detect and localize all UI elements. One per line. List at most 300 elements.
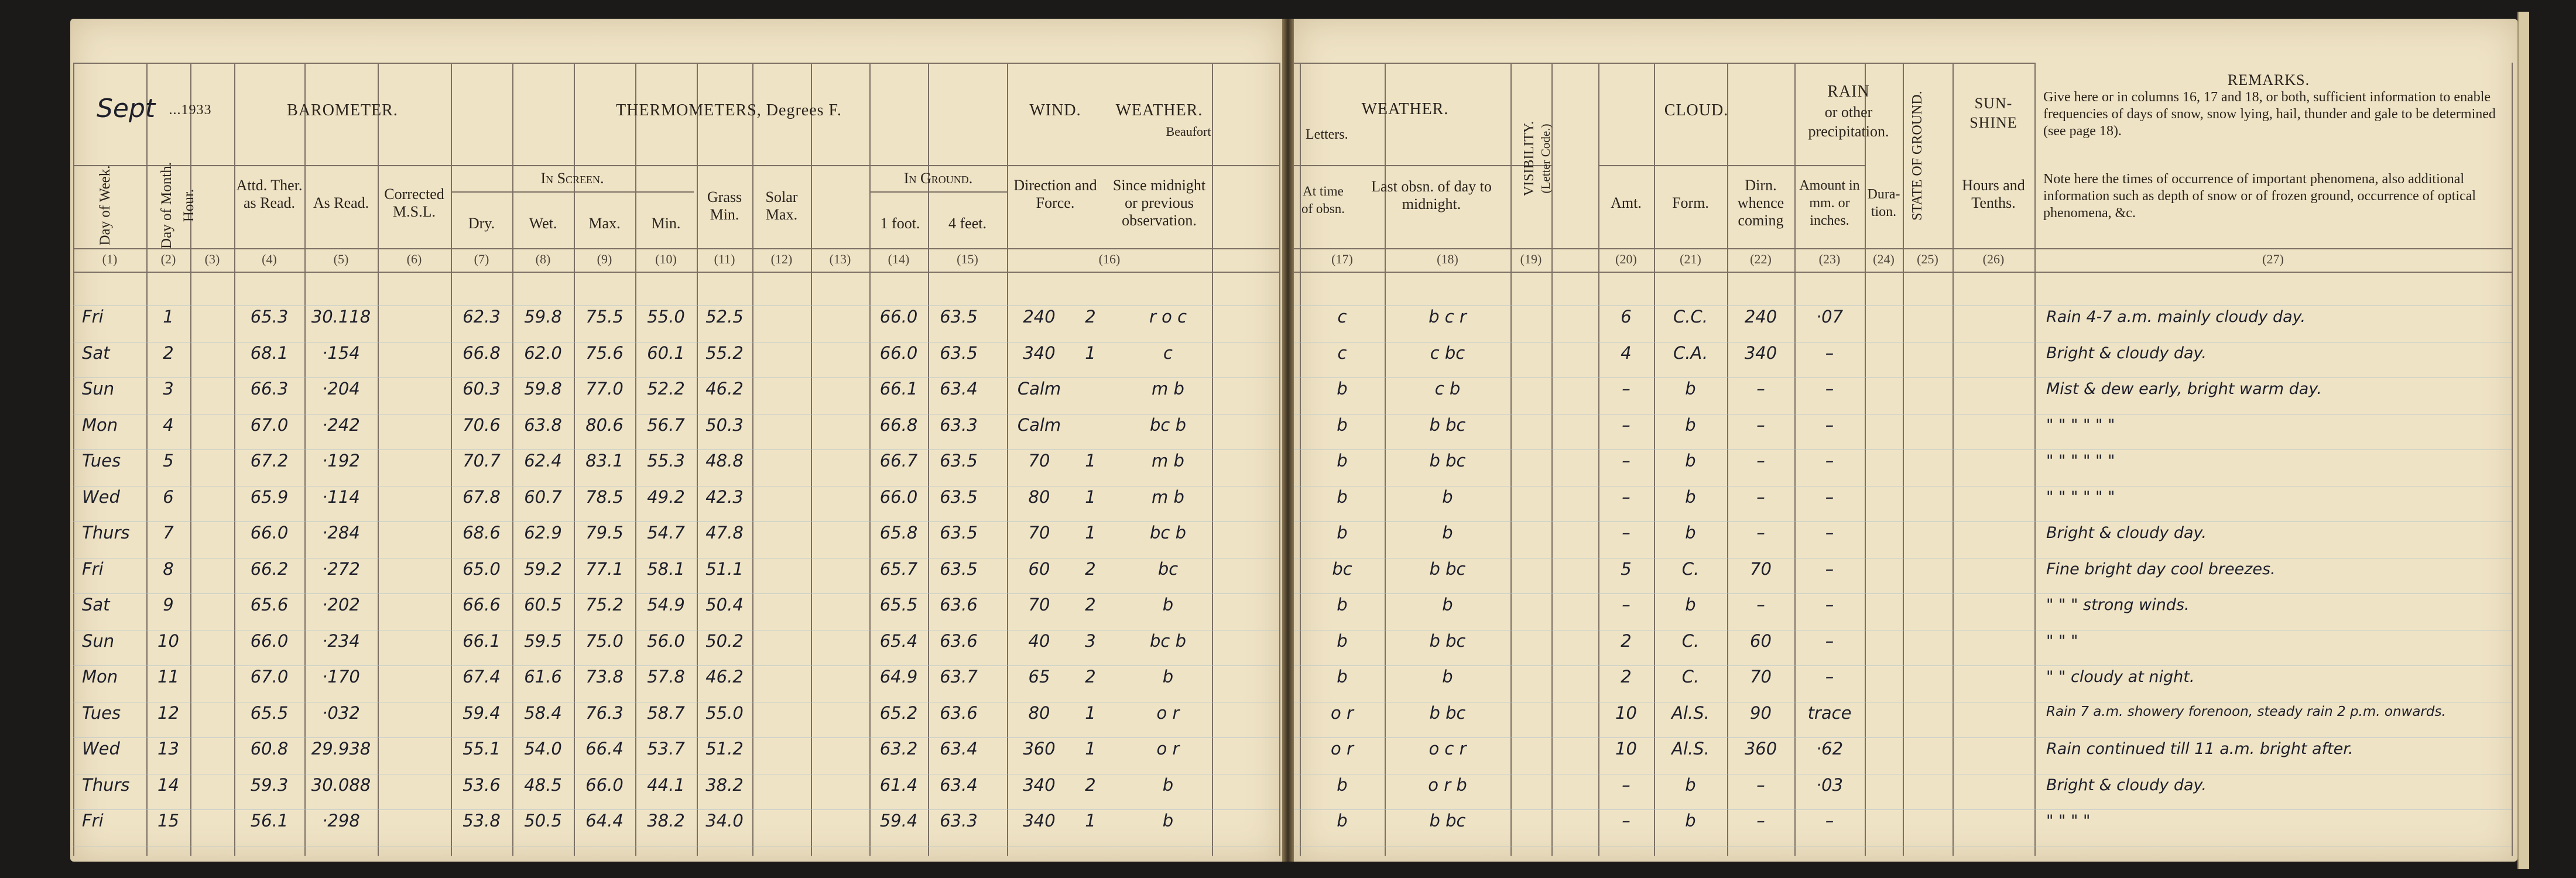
row-cloud-form: b [1685, 486, 1696, 507]
row-dry-bulb: 70.7 [463, 451, 501, 471]
row-cloud-amount: 4 [1621, 342, 1632, 363]
row-max-temp: 75.6 [585, 342, 624, 363]
column-number: (8) [535, 252, 551, 266]
row-max-temp: 75.2 [585, 595, 624, 615]
row-dry-bulb: 55.1 [463, 739, 501, 759]
row-grass-min: 50.4 [705, 595, 744, 615]
row-day-of-week: Wed [82, 486, 120, 507]
row-rain-amount: – [1825, 667, 1834, 687]
header-bottom-rule [1294, 248, 2512, 249]
row-max-temp: 75.5 [585, 307, 624, 327]
row-attd-ther: 66.3 [250, 379, 289, 399]
row-max-temp: 77.0 [585, 379, 624, 399]
row-day-of-week: Fri [82, 558, 104, 579]
row-wind-direction: 70 [1028, 523, 1050, 543]
grass-min-header: Grass Min. [707, 188, 742, 223]
row-weather-at-time: b [1337, 811, 1348, 831]
row-pressure-as-read: ·284 [322, 523, 360, 543]
row-wind-force: 2 [1085, 667, 1096, 687]
remarks-note-1: Give here or in columns 16, 17 and 18, or both, sufficient information to enable frequencies of days of snow, snow lying, hail, thunder and gale to be determined (see page 18). [2043, 90, 2496, 139]
cloud-header: CLOUD. [1664, 101, 1729, 119]
row-rain-amount: – [1825, 414, 1834, 435]
row-attd-ther: 66.0 [250, 523, 289, 543]
row-grass-min: 50.3 [705, 414, 744, 435]
row-day-of-month: 10 [157, 630, 179, 651]
row-day-of-week: Mon [82, 414, 118, 435]
row-ground-4ft: 63.4 [940, 379, 978, 399]
row-attd-ther: 66.0 [250, 630, 289, 651]
row-grass-min: 47.8 [705, 523, 744, 543]
column-number: (14) [888, 252, 910, 266]
row-wet-bulb: 63.8 [524, 414, 562, 435]
row-wet-bulb: 60.7 [524, 486, 562, 507]
row-max-temp: 77.1 [585, 558, 624, 579]
rain-header: RAIN [1827, 83, 1870, 101]
column-number: (2) [160, 252, 176, 266]
one-foot-header: 1 foot. [880, 215, 920, 232]
row-rain-amount: ·62 [1815, 739, 1844, 759]
header-top-rule [73, 63, 1279, 64]
row-dry-bulb: 59.4 [463, 702, 501, 723]
row-ground-1ft: 65.4 [879, 630, 918, 651]
row-wind-direction: 340 [1023, 774, 1056, 795]
row-ground-1ft: 66.0 [879, 307, 918, 327]
row-wind-force: 1 [1085, 739, 1096, 759]
row-day-of-month: 13 [157, 739, 179, 759]
column-divider [1510, 63, 1512, 856]
row-max-temp: 80.6 [585, 414, 624, 435]
row-wet-bulb: 59.2 [524, 558, 562, 579]
row-wet-bulb: 60.5 [524, 595, 562, 615]
row-day-of-week: Sat [82, 595, 110, 615]
row-wet-bulb: 54.0 [524, 739, 562, 759]
column-divider [2512, 63, 2513, 856]
row-wind-force: 2 [1085, 307, 1096, 327]
row-day-of-month: 12 [157, 702, 179, 723]
row-cloud-direction: – [1756, 414, 1765, 435]
row-rain-amount: – [1825, 379, 1834, 399]
row-ground-1ft: 66.7 [879, 451, 918, 471]
row-attd-ther: 66.2 [250, 558, 289, 579]
row-day-of-month: 6 [163, 486, 174, 507]
row-ground-1ft: 59.4 [879, 811, 918, 831]
row-wind-direction: 65 [1028, 667, 1050, 687]
column-number: (13) [829, 252, 851, 266]
row-cloud-direction: 360 [1744, 739, 1777, 759]
column-divider [73, 63, 74, 856]
row-weather-last-obsn: b [1442, 486, 1453, 507]
row-grass-min: 42.3 [705, 486, 744, 507]
rain-duration-header: Dura-tion. [1867, 187, 1900, 220]
row-cloud-form: b [1685, 811, 1696, 831]
column-number: (4) [262, 252, 277, 266]
row-cloud-direction: – [1756, 486, 1765, 507]
row-pressure-as-read: ·170 [322, 667, 360, 687]
row-cloud-amount: 10 [1615, 702, 1637, 723]
row-cloud-form: C. [1681, 558, 1700, 579]
row-day-of-week: Thurs [82, 523, 130, 543]
row-cloud-form: Al.S. [1671, 702, 1710, 723]
row-weather-since-midnight: b [1162, 595, 1174, 615]
row-weather-since-midnight: m b [1152, 486, 1184, 507]
row-wind-force: 2 [1085, 595, 1096, 615]
row-ground-4ft: 63.6 [940, 630, 978, 651]
row-remark: " " " " " " [2046, 488, 2115, 506]
row-ground-1ft: 65.5 [879, 595, 918, 615]
row-weather-at-time: b [1337, 595, 1348, 615]
row-weather-last-obsn: b bc [1429, 702, 1466, 723]
row-max-temp: 73.8 [585, 667, 624, 687]
row-wind-direction: 340 [1023, 811, 1056, 831]
column-number-rule [1294, 272, 2512, 273]
row-grass-min: 51.1 [705, 558, 744, 579]
row-ground-1ft: 66.8 [879, 414, 918, 435]
row-min-temp: 57.8 [647, 667, 685, 687]
solar-max-header: Solar Max. [765, 188, 798, 223]
column-divider [811, 63, 812, 856]
row-ground-4ft: 63.5 [940, 486, 978, 507]
row-day-of-week: Fri [82, 307, 104, 327]
row-ground-1ft: 63.2 [879, 739, 918, 759]
subheader-rule [73, 165, 1279, 166]
row-weather-last-obsn: b bc [1429, 630, 1466, 651]
row-weather-at-time: b [1337, 523, 1348, 543]
row-cloud-amount: – [1622, 523, 1630, 543]
row-cloud-amount: – [1622, 486, 1630, 507]
row-min-temp: 38.2 [647, 811, 685, 831]
column-divider [1279, 63, 1280, 856]
row-weather-last-obsn: b bc [1429, 414, 1466, 435]
row-cloud-form: b [1685, 595, 1696, 615]
row-rain-amount: – [1825, 342, 1834, 363]
column-number: (18) [1437, 252, 1458, 266]
row-wind-force: 1 [1085, 451, 1096, 471]
row-cloud-direction: – [1756, 774, 1765, 795]
max-header: Max. [588, 215, 621, 232]
row-pressure-as-read: ·234 [322, 630, 360, 651]
row-pressure-as-read: ·298 [322, 811, 360, 831]
header-top-rule [1294, 63, 2034, 64]
row-wet-bulb: 48.5 [524, 774, 562, 795]
column-number: (5) [333, 252, 349, 266]
row-wet-bulb: 61.6 [524, 667, 562, 687]
column-number: (25) [1917, 252, 1938, 266]
four-feet-header: 4 feet. [948, 215, 986, 232]
state-of-ground-header: STATE OF GROUND. [1910, 91, 1925, 221]
row-weather-last-obsn: c bc [1430, 342, 1465, 363]
row-wind-force: 2 [1085, 558, 1096, 579]
row-weather-since-midnight: b [1162, 667, 1174, 687]
left-page [70, 19, 1282, 862]
row-weather-last-obsn: o c r [1429, 739, 1467, 759]
row-cloud-direction: – [1756, 595, 1765, 615]
sunshine-hours-header: Hours and Tenths. [1962, 177, 2025, 211]
row-weather-at-time: b [1337, 667, 1348, 687]
row-wet-bulb: 59.5 [524, 630, 562, 651]
row-ground-1ft: 65.8 [879, 523, 918, 543]
row-wind-direction: 70 [1028, 595, 1050, 615]
month-written: Sept [97, 94, 156, 124]
row-cloud-amount: 2 [1621, 667, 1632, 687]
visibility-sub-header: (Letter Code.) [1539, 124, 1553, 194]
row-cloud-form: C.A. [1673, 342, 1708, 363]
row-day-of-week: Wed [82, 739, 120, 759]
row-remark: Rain 7 a.m. showery forenoon, steady rain 2 p.m. onwards. [2046, 704, 2446, 719]
row-min-temp: 60.1 [647, 342, 685, 363]
row-day-of-month: 2 [163, 342, 174, 363]
row-dry-bulb: 67.4 [463, 667, 501, 687]
row-day-of-week: Sun [82, 630, 115, 651]
row-remark: Rain 4-7 a.m. mainly cloudy day. [2046, 308, 2306, 326]
row-min-temp: 55.3 [647, 451, 685, 471]
column-divider [752, 63, 753, 856]
row-wind-direction: 60 [1028, 558, 1050, 579]
row-wind-force: 1 [1085, 486, 1096, 507]
row-grass-min: 46.2 [705, 379, 744, 399]
row-wet-bulb: 59.8 [524, 307, 562, 327]
row-wind-direction: 80 [1028, 702, 1050, 723]
row-cloud-amount: 5 [1621, 558, 1632, 579]
row-pressure-as-read: ·272 [322, 558, 360, 579]
row-weather-at-time: o r [1331, 702, 1354, 723]
year-printed: ...1933 [169, 102, 212, 118]
row-ground-4ft: 63.7 [940, 667, 978, 687]
row-dry-bulb: 70.6 [463, 414, 501, 435]
row-weather-since-midnight: bc b [1150, 523, 1186, 543]
row-attd-ther: 60.8 [250, 739, 289, 759]
row-grass-min: 52.5 [705, 307, 744, 327]
row-cloud-direction: – [1756, 811, 1765, 831]
column-number: (7) [474, 252, 489, 266]
column-number: (21) [1680, 252, 1701, 266]
row-weather-last-obsn: b bc [1429, 811, 1466, 831]
row-day-of-month: 3 [163, 379, 174, 399]
row-cloud-direction: 90 [1750, 702, 1772, 723]
cloud-form-header: Form. [1672, 194, 1709, 211]
row-wet-bulb: 62.4 [524, 451, 562, 471]
row-cloud-direction: – [1756, 379, 1765, 399]
row-day-of-week: Mon [82, 667, 118, 687]
row-pressure-as-read: 30.118 [311, 307, 371, 327]
row-max-temp: 78.5 [585, 486, 624, 507]
row-remark: Bright & cloudy day. [2046, 344, 2207, 362]
row-ground-4ft: 63.6 [940, 702, 978, 723]
row-pressure-as-read: 30.088 [311, 774, 371, 795]
row-rain-amount: – [1825, 558, 1834, 579]
row-dry-bulb: 62.3 [463, 307, 501, 327]
direction-force-header: Direction and Force. [1013, 177, 1097, 211]
sunshine-header: SUN-SHINE [1969, 95, 2017, 131]
column-divider [1212, 63, 1213, 856]
row-cloud-direction: 70 [1750, 667, 1772, 687]
row-ground-1ft: 65.2 [879, 702, 918, 723]
column-divider [1865, 63, 1866, 856]
right-page [1294, 19, 2517, 862]
row-ground-4ft: 63.4 [940, 739, 978, 759]
min-header: Min. [651, 215, 681, 232]
row-min-temp: 58.7 [647, 702, 685, 723]
row-weather-at-time: o r [1331, 739, 1354, 759]
in-ground-rule [869, 191, 1007, 193]
row-max-temp: 64.4 [585, 811, 624, 831]
row-wind-direction: 80 [1028, 486, 1050, 507]
book-spine [1282, 19, 1294, 862]
column-number: (10) [655, 252, 677, 266]
row-pressure-as-read: ·032 [322, 702, 360, 723]
row-day-of-month: 4 [163, 414, 174, 435]
row-wind-direction: 360 [1023, 739, 1056, 759]
row-day-of-month: 8 [163, 558, 174, 579]
row-min-temp: 52.2 [647, 379, 685, 399]
row-day-of-month: 9 [163, 595, 174, 615]
row-min-temp: 54.9 [647, 595, 685, 615]
weather-header-right: WEATHER. [1361, 100, 1449, 118]
row-remark: Bright & cloudy day. [2046, 524, 2207, 542]
column-number-rule [73, 272, 1279, 273]
wet-header: Wet. [529, 215, 557, 232]
row-ground-4ft: 63.6 [940, 595, 978, 615]
row-ground-4ft: 63.5 [940, 307, 978, 327]
row-grass-min: 48.8 [705, 451, 744, 471]
row-cloud-amount: 6 [1621, 307, 1632, 327]
row-pressure-as-read: ·242 [322, 414, 360, 435]
row-weather-since-midnight: r o c [1149, 307, 1187, 327]
rain-amount-header: Amount in mm. or inches. [1799, 178, 1860, 228]
column-number: (3) [204, 252, 220, 266]
row-rain-amount: – [1825, 486, 1834, 507]
row-cloud-direction: 340 [1744, 342, 1777, 363]
row-wind-force: 3 [1085, 630, 1096, 651]
row-grass-min: 55.0 [705, 702, 744, 723]
row-attd-ther: 59.3 [250, 774, 289, 795]
row-cloud-direction: – [1756, 451, 1765, 471]
row-weather-since-midnight: b [1162, 811, 1174, 831]
row-grass-min: 38.2 [705, 774, 744, 795]
in-screen-rule [451, 191, 694, 193]
row-ground-4ft: 63.5 [940, 523, 978, 543]
row-day-of-month: 14 [157, 774, 179, 795]
row-grass-min: 46.2 [705, 667, 744, 687]
row-max-temp: 76.3 [585, 702, 624, 723]
row-max-temp: 83.1 [585, 451, 624, 471]
row-remark: " " " strong winds. [2046, 596, 2190, 614]
row-weather-at-time: b [1337, 379, 1348, 399]
row-remark: " " " " [2046, 812, 2091, 830]
row-weather-at-time: c [1337, 342, 1347, 363]
column-number: (22) [1750, 252, 1772, 266]
dry-header: Dry. [468, 215, 495, 232]
row-cloud-form: C.C. [1673, 307, 1708, 327]
subheader-rule [1294, 165, 1551, 166]
column-number: (26) [1982, 252, 2005, 266]
rain-sub1: or other [1824, 104, 1873, 121]
row-dry-bulb: 53.8 [463, 811, 501, 831]
row-cloud-form: b [1685, 774, 1696, 795]
row-weather-since-midnight: bc [1157, 558, 1179, 579]
row-rain-amount: – [1825, 523, 1834, 543]
row-min-temp: 44.1 [647, 774, 685, 795]
row-cloud-form: b [1685, 523, 1696, 543]
row-rain-amount: trace [1807, 702, 1852, 723]
row-attd-ther: 65.3 [250, 307, 289, 327]
row-max-temp: 79.5 [585, 523, 624, 543]
since-midnight-header: Since midnight or previous observation. [1112, 177, 1206, 229]
row-cloud-form: b [1685, 451, 1696, 471]
row-min-temp: 56.0 [647, 630, 685, 651]
row-ground-1ft: 61.4 [879, 774, 918, 795]
row-dry-bulb: 66.6 [463, 595, 501, 615]
row-cloud-form: b [1685, 414, 1696, 435]
row-rain-amount: – [1825, 451, 1834, 471]
row-day-of-month: 1 [163, 307, 174, 327]
column-number: (15) [957, 252, 978, 266]
column-number: (27) [2262, 252, 2284, 266]
row-day-of-week: Tues [82, 451, 121, 471]
row-pressure-as-read: ·154 [322, 342, 360, 363]
letters-label: Letters. [1306, 127, 1348, 142]
row-cloud-form: Al.S. [1671, 739, 1710, 759]
row-wind-direction: Calm [1017, 379, 1061, 399]
row-attd-ther: 65.6 [250, 595, 289, 615]
column-divider [1903, 63, 1904, 856]
row-attd-ther: 68.1 [250, 342, 289, 363]
row-dry-bulb: 65.0 [463, 558, 501, 579]
row-pressure-as-read: ·202 [322, 595, 360, 615]
row-remark: " " " " " " [2046, 452, 2115, 470]
row-day-of-month: 11 [157, 667, 179, 687]
column-number: (9) [597, 252, 612, 266]
row-ground-4ft: 63.5 [940, 558, 978, 579]
row-wind-force: 1 [1085, 702, 1096, 723]
row-wind-direction: 40 [1028, 630, 1050, 651]
row-min-temp: 54.7 [647, 523, 685, 543]
subheader-rule [1598, 165, 1865, 166]
row-cloud-direction: 70 [1750, 558, 1772, 579]
row-attd-ther: 67.0 [250, 414, 289, 435]
row-cloud-direction: 240 [1744, 307, 1777, 327]
column-number: (23) [1818, 252, 1841, 266]
row-weather-last-obsn: b bc [1429, 558, 1466, 579]
row-dry-bulb: 67.8 [463, 486, 501, 507]
row-grass-min: 34.0 [705, 811, 744, 831]
column-divider [378, 63, 379, 856]
row-weather-last-obsn: c b [1434, 379, 1461, 399]
visibility-header: VISIBILITY. [1522, 121, 1537, 197]
hour-header: Hour. [181, 188, 197, 222]
row-weather-at-time: b [1337, 486, 1348, 507]
row-remark: " " cloudy at night. [2046, 668, 2195, 686]
row-cloud-amount: – [1622, 595, 1630, 615]
row-remark: Rain continued till 11 a.m. bright after. [2046, 740, 2354, 758]
row-rain-amount: ·03 [1815, 774, 1844, 795]
row-min-temp: 56.7 [647, 414, 685, 435]
row-pressure-as-read: 29.938 [311, 739, 371, 759]
row-weather-last-obsn: b [1442, 595, 1453, 615]
row-wet-bulb: 62.9 [524, 523, 562, 543]
attd-ther-header: Attd. Ther. as Read. [236, 177, 303, 211]
header-bottom-rule [73, 248, 1279, 249]
page-edges [2517, 12, 2529, 869]
column-number: (1) [102, 252, 118, 266]
row-grass-min: 50.2 [705, 630, 744, 651]
row-wet-bulb: 50.5 [524, 811, 562, 831]
row-wind-direction: 340 [1023, 342, 1056, 363]
column-number: (17) [1331, 252, 1353, 266]
row-remark: " " " " " " [2046, 416, 2115, 434]
row-wind-direction: Calm [1017, 414, 1061, 435]
cloud-dirn-header: Dirn. whence coming [1737, 177, 1784, 229]
row-dry-bulb: 66.1 [463, 630, 501, 651]
